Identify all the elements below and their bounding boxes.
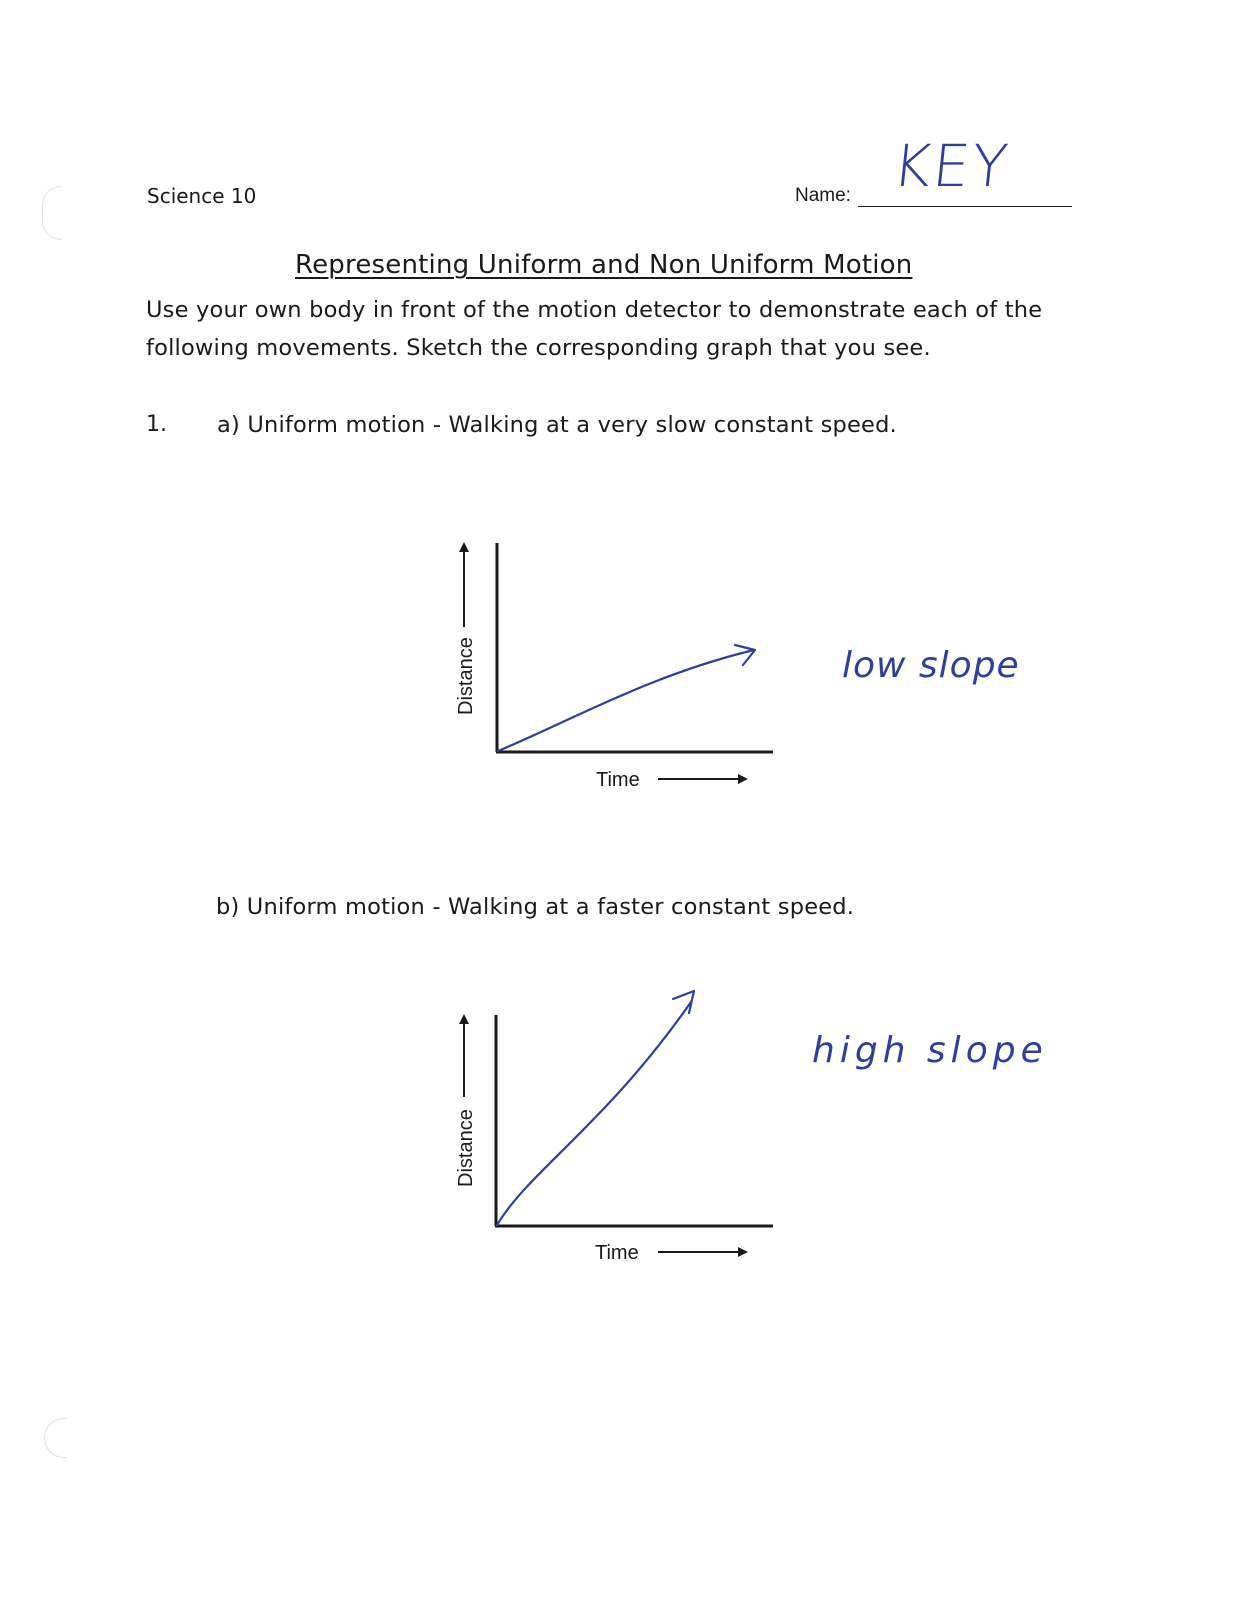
graph-a-x-label: Time (596, 769, 640, 791)
annotation-high-slope: high slope (812, 1030, 1048, 1071)
graph-b (430, 1005, 790, 1280)
graph-b-y-label: Distance (455, 1109, 477, 1187)
instructions-line-1: Use your own body in front of the motion detector to demonstrate each of the (146, 297, 1043, 323)
graph-a (430, 535, 790, 805)
part-b-prompt: b) Uniform motion - Walking at a faster constant speed. (216, 894, 855, 920)
name-handwritten-value: KEY (889, 132, 1013, 200)
graph-b-x-arrowhead (738, 1247, 748, 1257)
graph-b-x-label: Time (595, 1242, 639, 1264)
graph-a-sketch-line (498, 650, 754, 751)
binder-hole-mark (44, 1418, 67, 1458)
name-label: Name: (795, 185, 851, 206)
part-a-prompt: a) Uniform motion - Walking at a very slow constant speed. (217, 412, 897, 438)
worksheet-title: Representing Uniform and Non Uniform Motion (295, 250, 913, 280)
name-underline (858, 206, 1072, 207)
question-number: 1. (146, 412, 167, 437)
annotation-low-slope: low slope (842, 645, 1020, 686)
binder-hole-mark (42, 186, 61, 240)
instructions-line-2: following movements. Sketch the corresponding graph that you see. (146, 335, 931, 361)
graph-b-sketch-line (497, 1002, 691, 1225)
graph-a-x-arrowhead (738, 774, 748, 784)
graph-b-y-arrowhead (459, 1014, 469, 1024)
course-name: Science 10 (147, 184, 257, 208)
graph-a-y-label: Distance (455, 637, 477, 715)
graph-b-sketch-arrowhead (673, 991, 694, 1013)
graph-a-y-arrowhead (459, 542, 469, 552)
